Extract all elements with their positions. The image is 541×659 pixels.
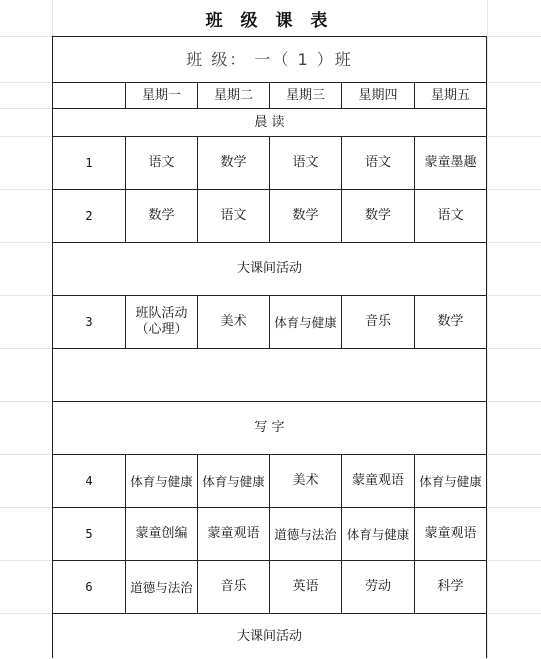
- header-friday[interactable]: 星期五: [415, 83, 486, 109]
- break-activity-row[interactable]: 大课间活动: [236, 628, 302, 644]
- class-cell[interactable]: 体育与健康: [415, 455, 486, 508]
- period-number[interactable]: 5: [53, 508, 126, 561]
- header-monday[interactable]: 星期一: [126, 83, 198, 109]
- class-cell[interactable]: 语文: [415, 190, 486, 243]
- class-cell[interactable]: 语文: [270, 137, 342, 190]
- empty-row[interactable]: [53, 349, 486, 402]
- period-number[interactable]: 3: [53, 296, 126, 349]
- sheet-gridline: [0, 613, 52, 614]
- class-cell-label: 班队活动: [135, 306, 188, 322]
- sheet-gridline: [487, 295, 541, 296]
- class-cell[interactable]: 英语: [270, 561, 342, 614]
- header-corner[interactable]: [53, 83, 126, 109]
- sheet-gridline: [487, 401, 541, 402]
- period-number[interactable]: 1: [53, 137, 126, 190]
- class-cell[interactable]: 数学: [415, 296, 486, 349]
- class-cell[interactable]: 数学: [126, 190, 198, 243]
- sheet-gridline: [0, 242, 52, 243]
- class-cell[interactable]: 蒙童墨趣: [415, 137, 486, 190]
- sheet-gridline: [0, 82, 52, 83]
- sheet-gridline: [487, 454, 541, 455]
- class-cell[interactable]: 语文: [198, 190, 270, 243]
- sheet-gridline: [487, 242, 541, 243]
- sheet-gridline: [0, 348, 52, 349]
- timetable: [52, 36, 487, 658]
- class-cell[interactable]: 体育与健康: [198, 455, 270, 508]
- class-cell[interactable]: 音乐: [342, 296, 415, 349]
- header-tuesday[interactable]: 星期二: [198, 83, 270, 109]
- sheet-gridline: [0, 507, 52, 508]
- class-cell[interactable]: 体育与健康: [126, 455, 198, 508]
- class-cell[interactable]: 蒙童观语: [342, 455, 415, 508]
- class-cell[interactable]: 音乐: [198, 561, 270, 614]
- class-cell[interactable]: 美术: [198, 296, 270, 349]
- sheet-gridline: [0, 108, 52, 109]
- sheet-gridline: [487, 82, 541, 83]
- class-cell[interactable]: 语文: [126, 137, 198, 190]
- class-cell[interactable]: 劳动: [342, 561, 415, 614]
- class-cell[interactable]: 数学: [270, 190, 342, 243]
- sheet-gridline: [487, 189, 541, 190]
- sheet-gridline: [0, 401, 52, 402]
- class-cell[interactable]: 蒙童观语: [198, 508, 270, 561]
- header-wednesday[interactable]: 星期三: [270, 83, 342, 109]
- writing-row[interactable]: 写 字: [53, 402, 486, 455]
- class-cell[interactable]: [126, 296, 198, 349]
- class-label[interactable]: 班 级： 一（ 1 ）班: [53, 37, 486, 83]
- class-cell[interactable]: 数学: [342, 190, 415, 243]
- page-title: 班 级 课 表: [205, 10, 334, 31]
- class-cell[interactable]: 语文: [342, 137, 415, 190]
- sheet-gridline: [0, 295, 52, 296]
- class-cell[interactable]: 道德与法治: [126, 561, 198, 614]
- sheet-gridline: [487, 136, 541, 137]
- sheet-gridline: [0, 560, 52, 561]
- class-cell[interactable]: 科学: [415, 561, 486, 614]
- class-cell-sublabel: （心理）: [135, 322, 188, 337]
- header-thursday[interactable]: 星期四: [342, 83, 415, 109]
- period-number[interactable]: 2: [53, 190, 126, 243]
- class-cell[interactable]: 体育与健康: [342, 508, 415, 561]
- class-cell[interactable]: 体育与健康: [270, 296, 342, 349]
- morning-reading-row[interactable]: 晨 读: [53, 109, 486, 137]
- sheet-gridline: [0, 454, 52, 455]
- sheet-gridline: [487, 507, 541, 508]
- class-cell[interactable]: 美术: [270, 455, 342, 508]
- sheet-gridline: [0, 36, 52, 37]
- sheet-gridline: [0, 136, 52, 137]
- sheet-gridline: [487, 613, 541, 614]
- sheet-gridline: [487, 560, 541, 561]
- sheet-gridline: [487, 348, 541, 349]
- period-number[interactable]: 4: [53, 455, 126, 508]
- class-cell[interactable]: 道德与法治: [270, 508, 342, 561]
- sheet-gridline: [487, 36, 541, 37]
- class-cell[interactable]: 蒙童观语: [415, 508, 486, 561]
- class-cell[interactable]: 数学: [198, 137, 270, 190]
- class-cell[interactable]: 蒙童创编: [126, 508, 198, 561]
- sheet-gridline: [0, 189, 52, 190]
- break-activity-row[interactable]: 大课间活动: [53, 243, 486, 296]
- period-number[interactable]: 6: [53, 561, 126, 614]
